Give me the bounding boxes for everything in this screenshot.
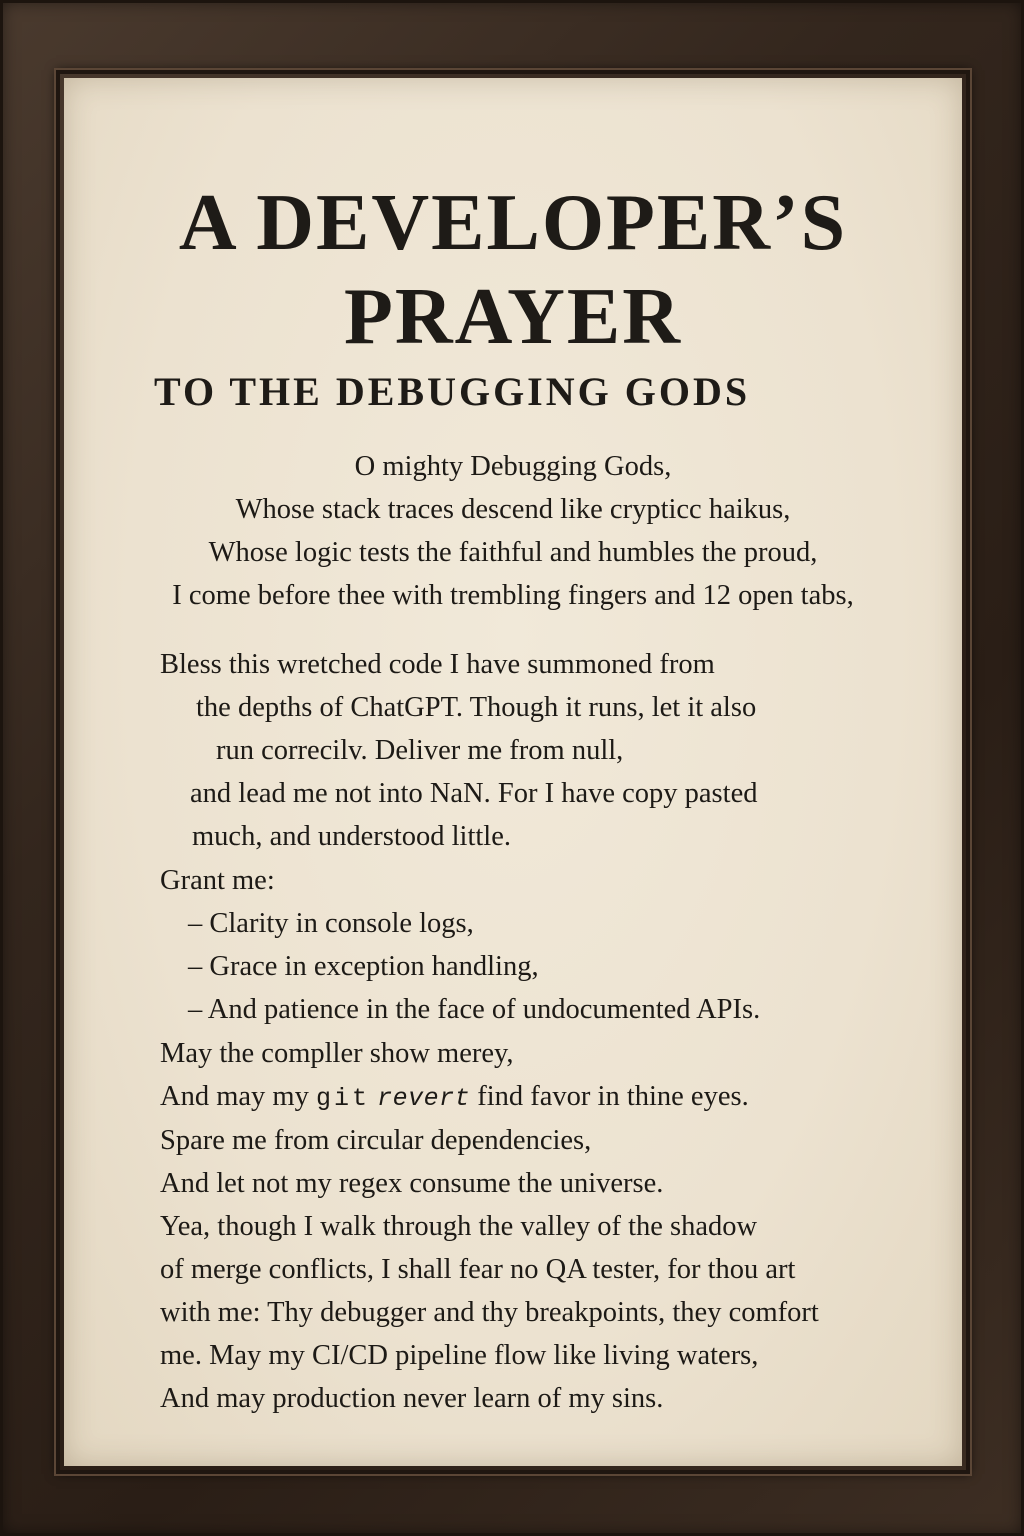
revert-code: revert [377,1084,471,1113]
stanza3-line-1: Spare me from circular dependencies, [160,1125,592,1156]
git-revert-line [160,1080,749,1116]
subtitle: TO THE DEBUGGING GODS [154,369,751,414]
title-line-2: PRAYER [344,273,682,361]
stanza1-line-1: O mighty Debugging Gods, [354,451,672,482]
stanza3-line-7: And may production never learn of my sins. [160,1383,664,1414]
stanza2-line-1: Bless this wretched code I have summoned from [160,649,715,680]
git-line-before: And may my [160,1081,316,1112]
stanza2-line-2: the depths of ChatGPT. Though it runs, let it also [196,692,757,723]
stanza3-line-6: me. May my CI/CD pipeline flow like living waters, [160,1340,759,1371]
stanza1-line-4: I come before thee with trembling fingers and 12 open tabs, [172,580,854,611]
grant-item-1: – Clarity in console logs, [188,908,474,939]
stanza3-line-5: with me: Thy debugger and thy breakpoints, they comfort [160,1297,819,1328]
stanza3-line-2: And let not my regex consume the universe. [160,1168,664,1199]
title-line-1: A DEVELOPER’S [178,179,848,267]
grant-heading: Grant me: [160,865,275,896]
stanza2-line-3: run correcilv. Deliver me from null, [216,735,624,766]
stanza2-line-5: much, and understood little. [192,821,511,852]
stanza3-line-4: of merge conflicts, I shall fear no QA tester, for thou art [160,1254,796,1285]
git-code: git [315,1084,370,1113]
stanza1-line-2: Whose stack traces descend like crypticc haikus, [235,494,791,525]
stanza1-line-3: Whose logic tests the faithful and humbles the proud, [208,537,818,568]
stanza3-line-3: Yea, though I walk through the valley of the shadow [160,1211,758,1242]
compiler-line: May the compller show merey, [160,1038,514,1069]
grant-item-2: – Grace in exception handling, [188,951,539,982]
stanza2-line-4: and lead me not into NaN. For I have copy pasted [190,778,758,809]
git-line-after: find favor in thine eyes. [470,1081,749,1112]
grant-item-3: – And patience in the face of undocumented APIs. [188,994,761,1025]
poster-paper [64,78,962,1466]
